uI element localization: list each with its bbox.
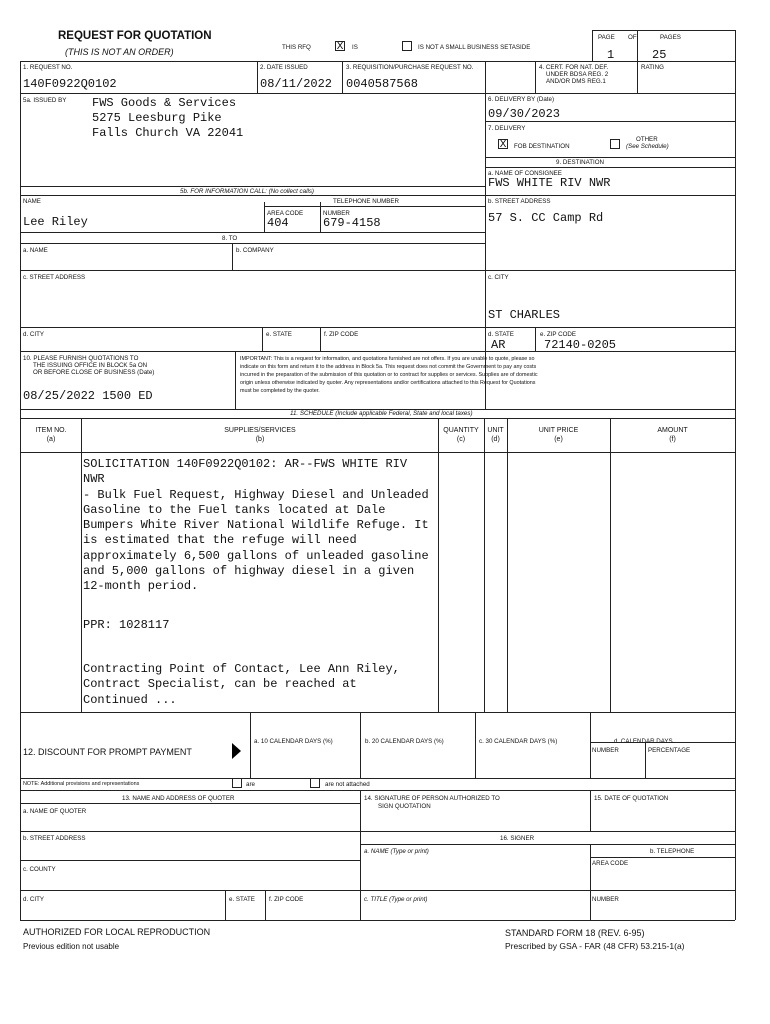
pages-label: PAGES <box>660 34 681 41</box>
dest-city-label: c. CITY <box>488 274 509 281</box>
fob-destination-checkbox[interactable]: X <box>499 139 507 150</box>
are-label: are <box>246 781 255 788</box>
col-amount-label: AMOUNT <box>657 427 688 434</box>
dest-zip-value: 72140-0205 <box>544 338 617 352</box>
arrow-right-icon <box>232 743 241 759</box>
important-line3: incurred in the preparation of the submission of this quotation or to contract for supplies or services. Supplies are of domestic <box>240 372 538 378</box>
col-amount-sub: (f) <box>669 436 676 443</box>
discount-calendar-label: d. CALENDAR DAYS <box>614 738 673 745</box>
signer-area-code-label: AREA CODE <box>592 860 629 867</box>
block10-line3: OR BEFORE CLOSE OF BUSINESS (Date) <box>33 369 155 376</box>
cert-label: 4. CERT. FOR NAT. DEF. <box>539 64 609 71</box>
number-value: 679-4158 <box>323 216 381 230</box>
issued-by-line3: Falls Church VA 22041 <box>92 126 244 140</box>
cert-label-2: UNDER BDSA REG. 2 <box>546 71 609 78</box>
to-company-label: b. COMPANY <box>236 247 274 254</box>
quoter-street-label: b. STREET ADDRESS <box>23 835 86 842</box>
is-not-checkbox[interactable] <box>402 41 412 51</box>
col-amount-header <box>610 426 735 444</box>
footer-reproduction: AUTHORIZED FOR LOCAL REPRODUCTION <box>23 927 211 937</box>
this-rfq-label: THIS RFQ <box>282 44 311 51</box>
consignee-label: a. NAME OF CONSIGNEE <box>488 170 562 177</box>
desc-line: approximately 6,500 gallons of unleaded gasoline <box>83 548 429 563</box>
ppr-line: PPR: 1028117 <box>83 618 170 632</box>
desc-line: Bumpers White River National Wildlife Refuge. It <box>83 518 429 533</box>
to-label: 8. TO <box>222 235 238 242</box>
important-line5: must be completed by the quoter. <box>240 388 320 394</box>
desc-line: - Bulk Fuel Request, Highway Diesel and Unleaded <box>83 487 429 502</box>
dest-city-value: ST CHARLES <box>488 308 561 322</box>
block10-line2: THE ISSUING OFFICE IN BLOCK 5a ON <box>33 362 148 369</box>
are-not-checkbox[interactable] <box>310 778 320 788</box>
col-item-header <box>21 426 81 444</box>
to-city-label: d. CITY <box>23 331 44 338</box>
are-not-label: are not attached <box>325 781 370 788</box>
deliver-by-value: 09/30/2023 <box>488 107 561 121</box>
other-checkbox[interactable] <box>610 139 620 149</box>
page-number: 1 <box>607 48 615 62</box>
discount-20-label: b. 20 CALENDAR DAYS (%) <box>365 738 444 745</box>
col-unit-sub: (d) <box>491 436 500 443</box>
footer-standard-form: STANDARD FORM 18 (REV. 6-95) <box>505 928 645 938</box>
col-qty-header <box>438 426 484 444</box>
is-label: IS <box>352 44 358 51</box>
info-name-label: NAME <box>23 198 41 205</box>
date-issued-value: 08/11/2022 <box>260 77 333 91</box>
of-label: OF <box>628 34 637 41</box>
supplies-description <box>83 457 433 595</box>
col-price-sub: (e) <box>554 436 563 443</box>
signer-telephone-label: b. TELEPHONE <box>650 848 695 855</box>
col-supplies-label: SUPPLIES/SERVICES <box>224 427 296 434</box>
discount-label: 12. DISCOUNT FOR PROMPT PAYMENT <box>23 747 192 757</box>
col-supplies-header <box>82 426 438 444</box>
deliver-by-label: 6. DELIVERY BY (Date) <box>488 96 555 103</box>
col-item-label: ITEM NO. <box>35 427 67 434</box>
discount-percentage-label: PERCENTAGE <box>648 747 691 754</box>
col-item-sub: (a) <box>46 436 56 443</box>
signer-number-label: NUMBER <box>592 896 619 903</box>
area-code-value: 404 <box>267 216 289 230</box>
request-no-label: 1. REQUEST NO. <box>23 64 73 71</box>
are-checkbox[interactable] <box>232 778 242 788</box>
col-qty-sub: (c) <box>456 436 466 443</box>
fob-destination-label: FOB DESTINATION <box>514 143 570 150</box>
discount-10-label: a. 10 CALENDAR DAYS (%) <box>254 738 333 745</box>
dest-street-label: b. STREET ADDRESS <box>488 198 551 205</box>
col-price-label: UNIT PRICE <box>538 427 579 434</box>
note-text: NOTE: Additional provisions and representations <box>23 781 140 787</box>
is-checkbox[interactable]: X <box>336 41 344 52</box>
to-name-label: a. NAME <box>23 247 48 254</box>
col-supplies-sub: (b) <box>255 436 265 443</box>
number-label: NUMBER <box>323 210 350 217</box>
to-zip-label: f. ZIP CODE <box>324 331 359 338</box>
pages-count: 25 <box>652 48 667 62</box>
area-code-label: AREA CODE <box>267 210 304 217</box>
col-unit-header <box>484 426 507 444</box>
signer-name-label: a. NAME (Type or print) <box>364 848 429 855</box>
desc-line: is estimated that the refuge will need <box>83 533 357 548</box>
contact-description <box>83 662 433 708</box>
to-state-label: e. STATE <box>266 331 292 338</box>
form-title: REQUEST FOR QUOTATION <box>58 30 212 42</box>
info-name-value: Lee Riley <box>23 215 88 229</box>
contact-line: Contract Specialist, can be reached at <box>83 677 357 692</box>
dest-zip-label: e. ZIP CODE <box>540 331 576 338</box>
cert-label-3: AND/OR DMS REG.1 <box>546 78 606 85</box>
quoter-city-label: d. CITY <box>23 896 44 903</box>
signature-label: 14. SIGNATURE OF PERSON AUTHORIZED TO <box>364 795 500 802</box>
contact-line: Contracting Point of Contact, Lee Ann Riley, <box>83 662 400 676</box>
desc-line: Gasoline to the Fuel tanks located at Dale <box>83 502 386 517</box>
issued-by-line1: FWS Goods & Services <box>92 96 237 110</box>
dest-state-label: d. STATE <box>488 331 514 338</box>
quoter-name-label: a. NAME OF QUOTER <box>23 808 87 815</box>
quoter-zip-label: f. ZIP CODE <box>269 896 304 903</box>
signature-label-2: SIGN QUOTATION <box>378 803 431 810</box>
delivery-label: 7. DELIVERY <box>488 125 526 132</box>
important-line2: indicate on this form and return it to the address in Block 5a. This request does not commit the Government to pay any costs <box>240 364 537 370</box>
telephone-label: TELEPHONE NUMBER <box>333 198 400 205</box>
col-price-header <box>507 426 610 444</box>
discount-number-label: NUMBER <box>592 747 619 754</box>
desc-line: and 5,000 gallons of highway diesel in a given <box>83 564 415 579</box>
issued-by-label: 5a. ISSUED BY <box>23 97 67 104</box>
desc-line: SOLICITATION 140F0922Q0102: AR--FWS WHITE RIV NWR <box>83 457 408 487</box>
rating-label: RATING <box>641 64 664 71</box>
schedule-title: 11. SCHEDULE (Include applicable Federal, State and local taxes) <box>290 410 473 417</box>
date-issued-label: 2. DATE ISSUED <box>260 64 308 71</box>
page-label: PAGE <box>598 34 615 41</box>
dest-street-value: 57 S. CC Camp Rd <box>488 211 604 225</box>
signer-label: 16. SIGNER <box>500 835 535 842</box>
other-sub-label: (See Schedule) <box>626 143 669 150</box>
discount-30-label: c. 30 CALENDAR DAYS (%) <box>479 738 558 745</box>
desc-line: 12-month period. <box>83 579 199 594</box>
footer-previous-edition: Previous edition not usable <box>23 942 120 951</box>
issued-by-line2: 5275 Leesburg Pike <box>92 111 222 125</box>
col-unit-label: UNIT <box>487 427 504 434</box>
form-subtitle: (THIS IS NOT AN ORDER) <box>65 47 174 57</box>
requisition-value: 0040587568 <box>346 77 419 91</box>
request-no-value: 140F0922Q0102 <box>23 77 117 91</box>
block10-line1: 10. PLEASE FURNISH QUOTATIONS TO <box>23 355 139 362</box>
quoter-state-label: e. STATE <box>229 896 255 903</box>
col-qty-label: QUANTITY <box>443 427 479 434</box>
quote-due-value: 08/25/2022 1500 ED <box>23 389 153 403</box>
is-not-label: IS NOT A SMALL BUSINESS SETASIDE <box>418 44 531 51</box>
destination-label: 9. DESTINATION <box>556 159 605 166</box>
contact-line: Continued ... <box>83 692 177 707</box>
to-street-label: c. STREET ADDRESS <box>23 274 86 281</box>
quoter-county-label: c. COUNTY <box>23 866 56 873</box>
dest-state-value: AR <box>491 338 506 352</box>
quoter-title: 13. NAME AND ADDRESS OF QUOTER <box>122 795 235 802</box>
important-line1: IMPORTANT: This is a request for information, and quotations furnished are not offers. If you are unable to quote, please so <box>240 356 535 362</box>
other-label: OTHER <box>636 136 658 143</box>
requisition-label: 3. REQUISITION/PURCHASE REQUEST NO. <box>346 64 474 71</box>
signer-title-label: c. TITLE (Type or print) <box>364 896 428 903</box>
info-call-label: 5b. FOR INFORMATION CALL: (No collect calls) <box>180 188 314 195</box>
consignee-value: FWS WHITE RIV NWR <box>488 176 611 190</box>
quote-date-label: 15. DATE OF QUOTATION <box>594 795 669 802</box>
footer-prescribed-by: Prescribed by GSA - FAR (48 CFR) 53.215-1(a) <box>505 941 685 951</box>
important-line4: origin unless otherwise indicated by quoter. Any representations and/or certifications attached to this Request for Quotations <box>240 380 536 386</box>
